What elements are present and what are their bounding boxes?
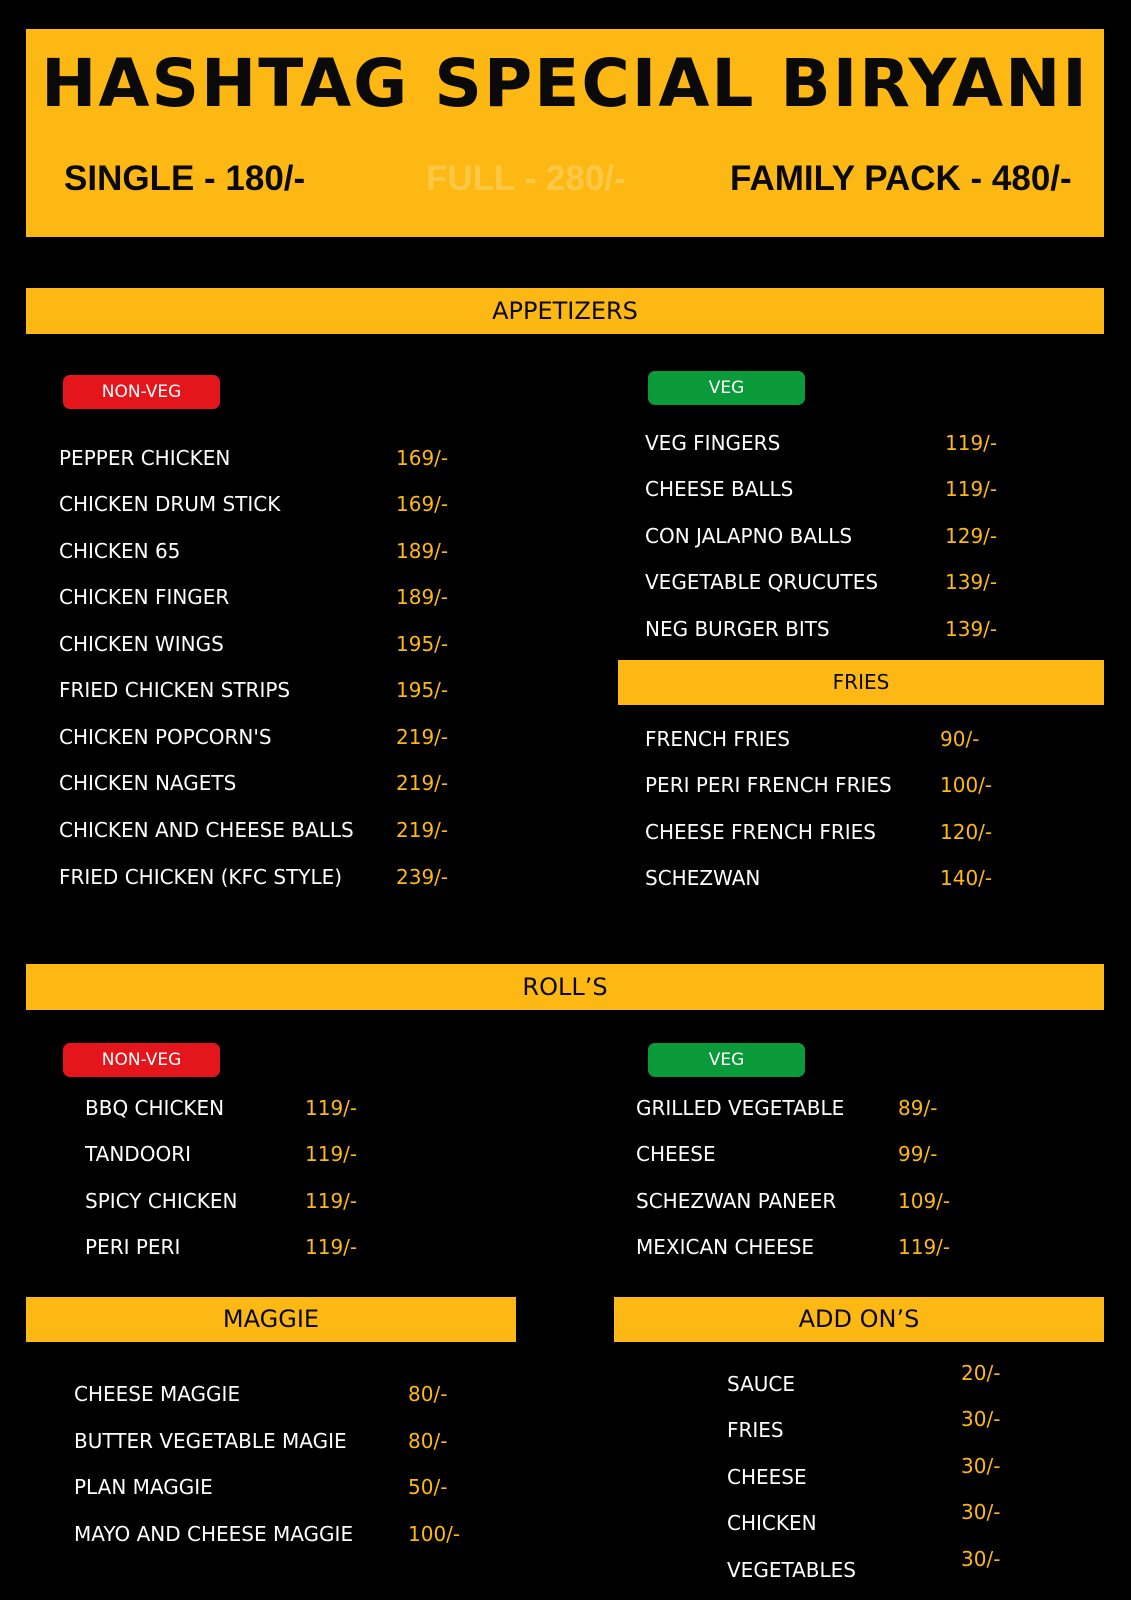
appetizers-veg-badge: VEG [648,371,805,405]
appetizer-item-price: 189/- [396,585,449,609]
price-family-pack: FAMILY PACK - 480/- [730,159,1072,198]
roll-item-name: PERI PERI [85,1235,181,1259]
rolls-veg-badge: VEG [648,1043,805,1077]
addon-item-name: CHEESE [727,1465,807,1489]
appetizer-veg-item-price: 129/- [945,524,998,548]
appetizer-veg-item-name: VEGETABLE QRUCUTES [645,570,879,594]
appetizer-item-price: 189/- [396,539,449,563]
addon-item-name: CHICKEN [727,1511,817,1535]
roll-veg-item-name: CHEESE [636,1142,716,1166]
addons-title: ADD ON’S [798,1305,920,1333]
addon-item-price: 30/- [961,1407,1001,1431]
addon-item-price: 30/- [961,1547,1001,1571]
appetizer-item-name: CHICKEN FINGER [59,585,230,609]
appetizer-item-name: CHICKEN 65 [59,539,181,563]
addon-item-price: 30/- [961,1500,1001,1524]
roll-veg-item-price: 99/- [898,1142,938,1166]
fries-heading [618,660,1104,705]
roll-veg-item-name: SCHEZWAN PANEER [636,1189,837,1213]
fries-item-price: 120/- [940,820,993,844]
maggie-heading [26,1297,516,1342]
maggie-item-name: BUTTER VEGETABLE MAGIE [74,1429,347,1453]
appetizer-veg-item-name: VEG FINGERS [645,431,781,455]
appetizer-veg-item-price: 119/- [945,477,998,501]
appetizer-item-price: 219/- [396,725,449,749]
maggie-item-price: 80/- [408,1429,448,1453]
maggie-item-price: 100/- [408,1522,461,1546]
appetizer-item-name: CHICKEN NAGETS [59,771,237,795]
maggie-item-price: 50/- [408,1475,448,1499]
roll-veg-item-price: 119/- [898,1235,951,1259]
addons-heading [614,1297,1104,1342]
appetizer-item-name: FRIED CHICKEN (KFC STYLE) [59,865,343,889]
appetizer-veg-item-name: CHEESE BALLS [645,477,794,501]
maggie-item-name: MAYO AND CHEESE MAGGIE [74,1522,354,1546]
roll-item-name: TANDOORI [85,1142,191,1166]
fries-item-name: CHEESE FRENCH FRIES [645,820,876,844]
fries-item-price: 140/- [940,866,993,890]
addon-item-price: 20/- [961,1361,1001,1385]
appetizers-heading [26,288,1104,334]
rolls-nonveg-badge: NON-VEG [63,1043,220,1077]
addon-item-name: SAUCE [727,1372,795,1396]
roll-veg-item-name: MEXICAN CHEESE [636,1235,815,1259]
roll-item-price: 119/- [305,1096,358,1120]
addon-item-name: FRIES [727,1418,784,1442]
roll-item-price: 119/- [305,1189,358,1213]
price-single: SINGLE - 180/- [64,159,306,198]
appetizer-veg-item-price: 139/- [945,570,998,594]
fries-item-name: FRENCH FRIES [645,727,790,751]
roll-item-name: BBQ CHICKEN [85,1096,225,1120]
maggie-item-name: PLAN MAGGIE [74,1475,213,1499]
maggie-item-name: CHEESE MAGGIE [74,1382,241,1406]
appetizers-title: APPETIZERS [492,297,638,325]
roll-veg-item-price: 89/- [898,1096,938,1120]
biryani-header [26,29,1104,237]
appetizer-item-price: 219/- [396,771,449,795]
appetizers-nonveg-badge: NON-VEG [63,375,220,409]
appetizer-veg-item-price: 119/- [945,431,998,455]
maggie-item-price: 80/- [408,1382,448,1406]
appetizer-item-name: CHICKEN DRUM STICK [59,492,281,516]
fries-item-name: PERI PERI FRENCH FRIES [645,773,892,797]
appetizer-item-price: 219/- [396,818,449,842]
appetizer-item-name: CHICKEN POPCORN'S [59,725,272,749]
appetizer-item-price: 195/- [396,678,449,702]
appetizer-item-name: PEPPER CHICKEN [59,446,231,470]
appetizer-veg-item-price: 139/- [945,617,998,641]
appetizer-item-price: 169/- [396,446,449,470]
roll-item-price: 119/- [305,1142,358,1166]
appetizer-item-price: 169/- [396,492,449,516]
fries-item-price: 100/- [940,773,993,797]
appetizer-item-name: FRIED CHICKEN STRIPS [59,678,291,702]
fries-item-price: 90/- [940,727,980,751]
roll-veg-item-name: GRILLED VEGETABLE [636,1096,845,1120]
appetizer-item-price: 239/- [396,865,449,889]
rolls-heading [26,964,1104,1010]
roll-item-price: 119/- [305,1235,358,1259]
rolls-title: ROLL’S [522,973,608,1001]
addon-item-name: VEGETABLES [727,1558,856,1582]
appetizer-item-name: CHICKEN AND CHEESE BALLS [59,818,354,842]
fries-title: FRIES [832,670,890,694]
fries-item-name: SCHEZWAN [645,866,761,890]
appetizer-veg-item-name: CON JALAPNO BALLS [645,524,853,548]
appetizer-item-price: 195/- [396,632,449,656]
price-full: FULL - 280/- [426,159,626,198]
maggie-title: MAGGIE [222,1305,320,1333]
appetizer-item-name: CHICKEN WINGS [59,632,224,656]
roll-item-name: SPICY CHICKEN [85,1189,238,1213]
roll-veg-item-price: 109/- [898,1189,951,1213]
appetizer-veg-item-name: NEG BURGER BITS [645,617,830,641]
addon-item-price: 30/- [961,1454,1001,1478]
menu-title: HASHTAG SPECIAL BIRYANI [41,45,1089,122]
